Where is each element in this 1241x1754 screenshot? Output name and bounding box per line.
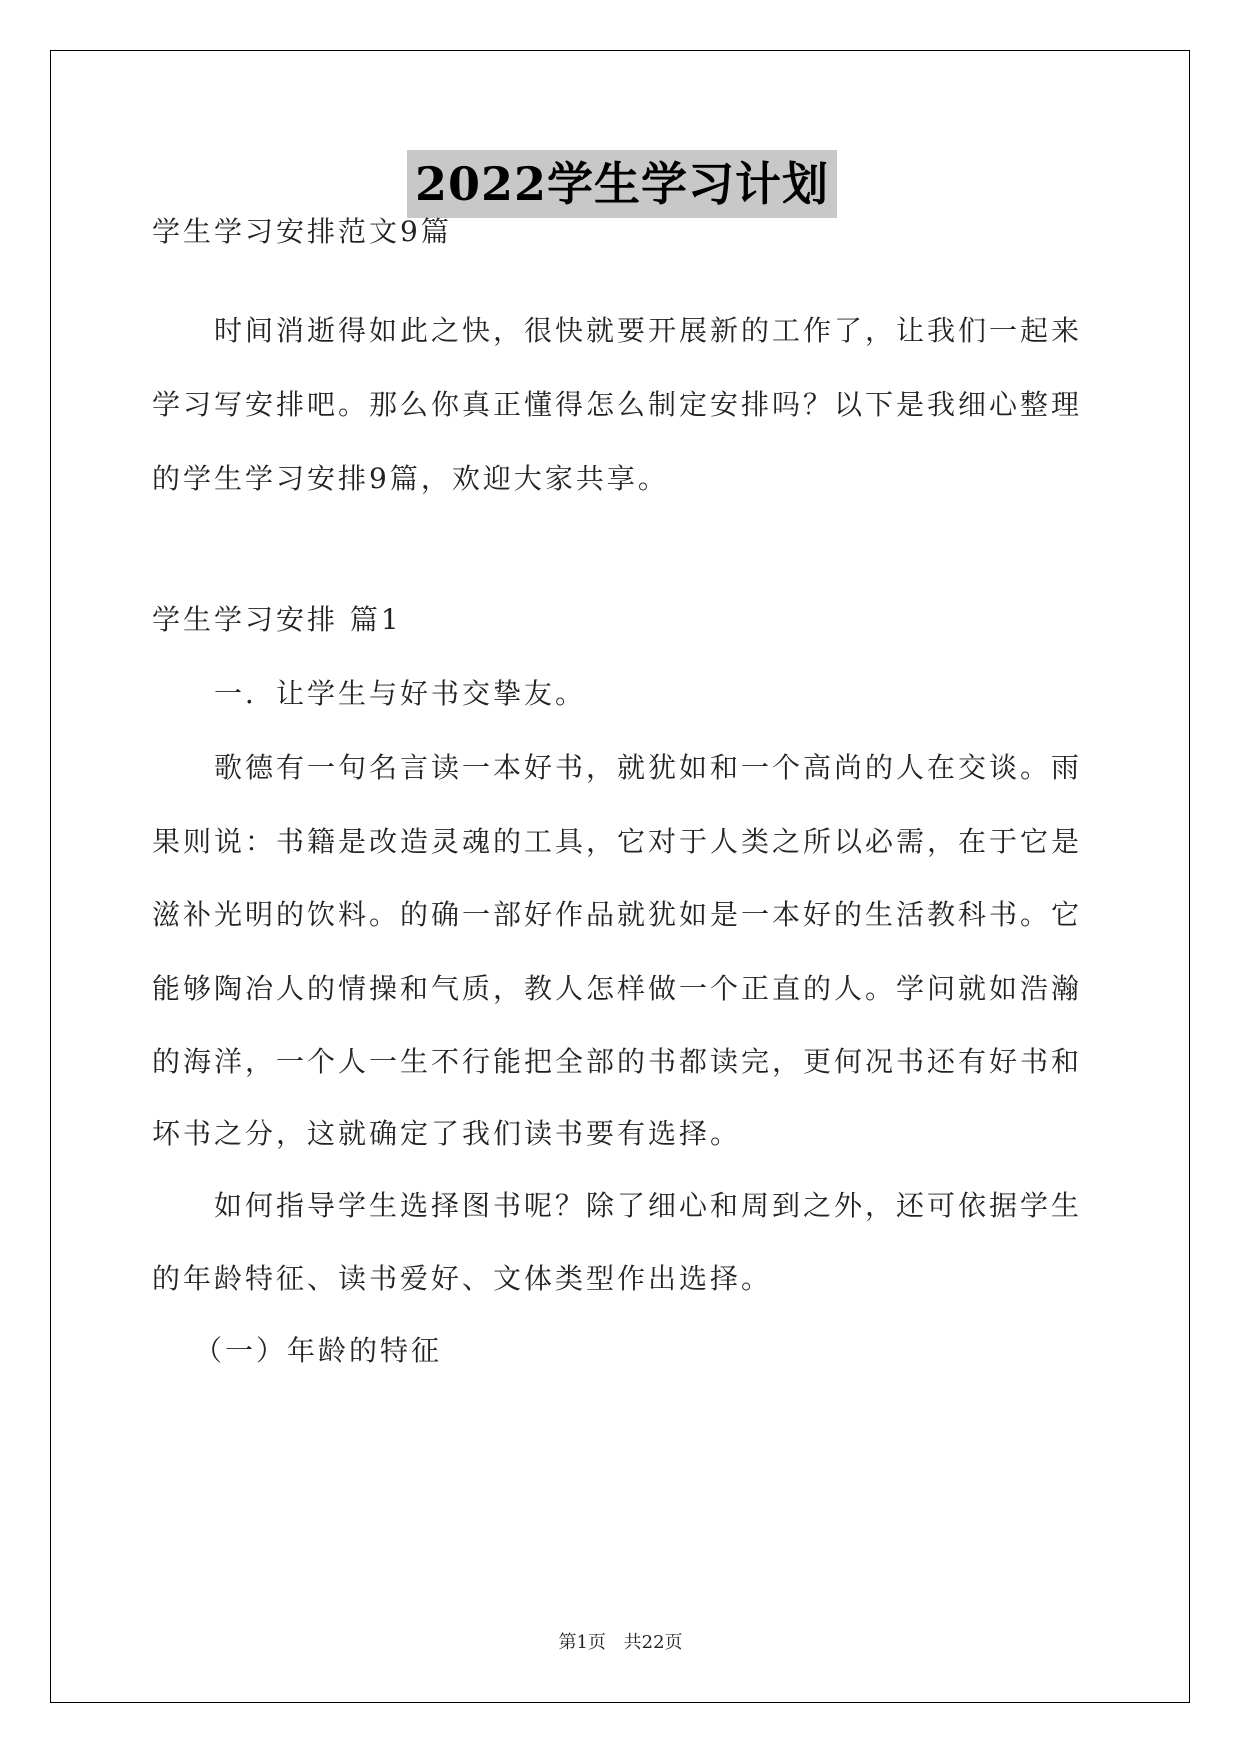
paragraph-line: 的学生学习安排9篇，欢迎大家共享。 <box>152 462 669 495</box>
paragraph-line: 的海洋，一个人一生不行能把全部的书都读完，更何况书还有好书和 <box>152 1045 1083 1078</box>
paragraph-line: 滋补光明的饮料。的确一部好作品就犹如是一本好的生活教科书。它 <box>152 898 1083 931</box>
page-border <box>50 50 1190 1703</box>
page-total: 共22页 <box>623 1632 683 1653</box>
section-heading: 学生学习安排 篇1 <box>152 603 402 636</box>
paragraph-line: 歌德有一句名言读一本好书，就犹如和一个高尚的人在交谈。雨 <box>214 751 1083 784</box>
paragraph-line: 时间消逝得如此之快，很快就要开展新的工作了，让我们一起来 <box>214 314 1083 347</box>
title-text: 2022学生学习计划 <box>407 150 837 218</box>
paragraph-line: 坏书之分，这就确定了我们读书要有选择。 <box>152 1117 742 1150</box>
paragraph-line: 能够陶冶人的情操和气质，教人怎样做一个正直的人。学问就如浩瀚 <box>152 972 1083 1005</box>
page-number: 第1页 <box>558 1632 606 1653</box>
page-footer <box>0 1628 1241 1654</box>
paragraph-line: 如何指导学生选择图书呢？除了细心和周到之外，还可依据学生 <box>214 1189 1083 1222</box>
document-title <box>152 150 1092 218</box>
paragraph-line: 一．让学生与好书交挚友。 <box>214 677 587 710</box>
subsection-heading: （一）年龄的特征 <box>194 1334 443 1367</box>
subtitle-line: 学生学习安排范文9篇 <box>152 215 452 248</box>
paragraph-line: 学习写安排吧。那么你真正懂得怎么制定安排吗？以下是我细心整理 <box>152 388 1083 421</box>
paragraph-line: 的年龄特征、读书爱好、文体类型作出选择。 <box>152 1262 773 1295</box>
paragraph-line: 果则说：书籍是改造灵魂的工具，它对于人类之所以必需，在于它是 <box>152 825 1083 858</box>
